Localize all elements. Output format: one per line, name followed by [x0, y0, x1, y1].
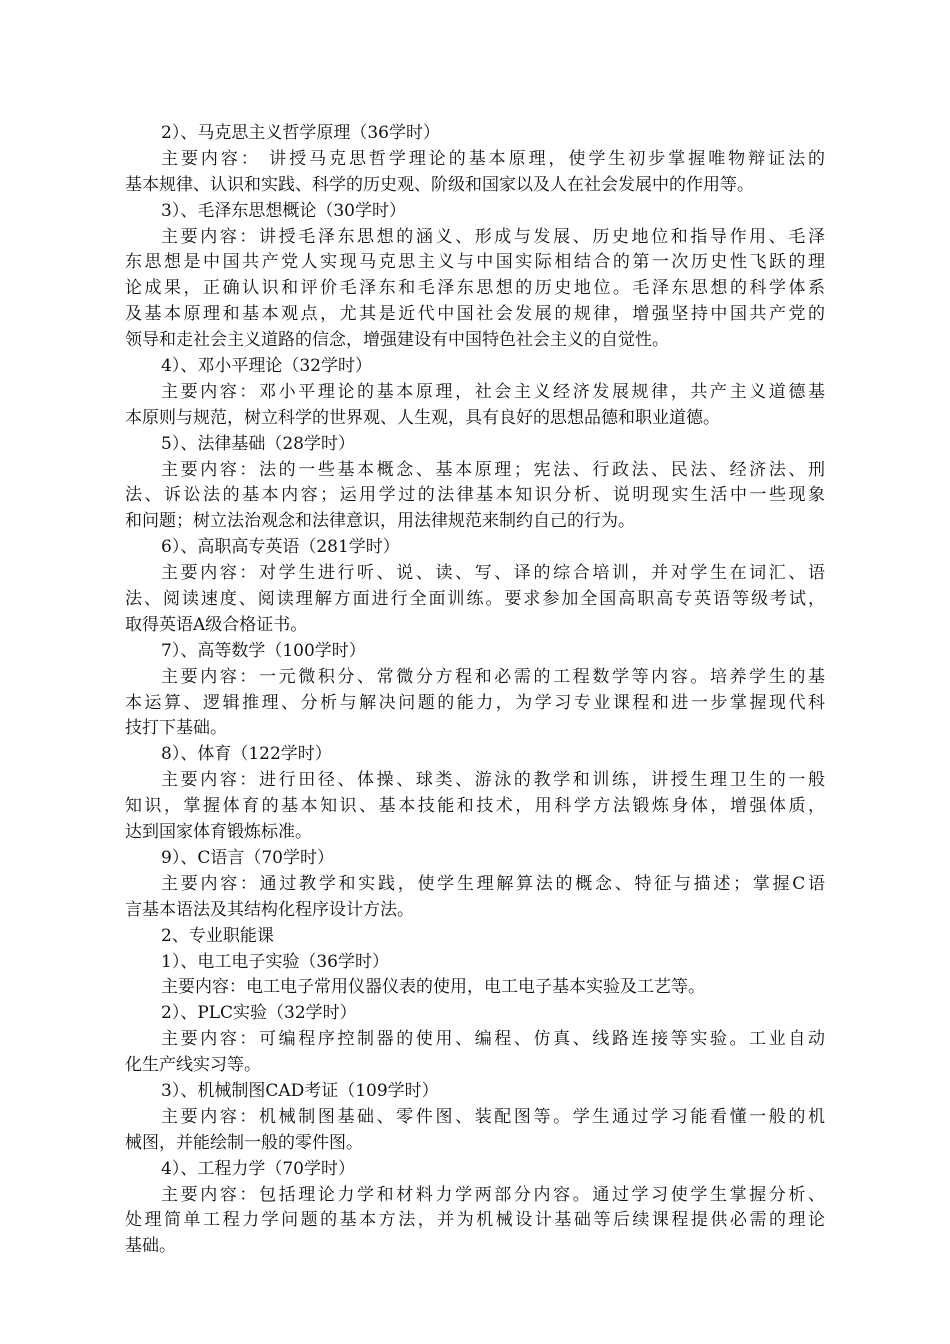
section-heading: 3）、毛泽东思想概论（30学时）	[161, 200, 406, 221]
section-heading: 2）、马克思主义哲学原理（36学时）	[161, 123, 440, 143]
section-heading: 2、专业职能课	[161, 925, 274, 946]
paragraph-line: 主要内容：包括理论力学和材料力学两部分内容。通过学习使学生掌握分析、	[161, 1184, 825, 1205]
paragraph-line: 论成果，正确认识和评价毛泽东和毛泽东思想的历史地位。毛泽东思想的科学体系	[125, 278, 825, 299]
paragraph-line: 基础。	[125, 1236, 176, 1257]
paragraph-line: 化生产线实习等。	[125, 1055, 261, 1076]
paragraph-line: 处理简单工程力学问题的基本方法，并为机械设计基础等后续课程提供必需的理论	[125, 1210, 825, 1231]
paragraph-line: 主要内容：对学生进行听、说、读、写、译的综合培训，并对学生在词汇、语	[161, 563, 825, 584]
paragraph-line: 主要内容：可编程序控制器的使用、编程、仿真、线路连接等实验。工业自动	[161, 1029, 825, 1050]
section-heading: 4）、工程力学（70学时）	[161, 1158, 355, 1179]
paragraph-line: 主要内容：机械制图基础、零件图、装配图等。学生通过学习能看懂一般的机	[161, 1106, 825, 1127]
paragraph-line: 及基本原理和基本观点，尤其是近代中国社会发展的规律，增强坚持中国共产党的	[125, 304, 825, 325]
paragraph-line: 达到国家体育锻炼标准。	[125, 822, 312, 843]
section-heading: 5）、法律基础（28学时）	[161, 433, 355, 454]
paragraph-line: 基本规律、认识和实践、科学的历史观、阶级和国家以及人在社会发展中的作用等。	[125, 174, 754, 195]
paragraph-line: 主要内容：进行田径、体操、球类、游泳的教学和训练，讲授生理卫生的一般	[161, 770, 825, 791]
paragraph-line: 本运算、逻辑推理、分析与解决问题的能力，为学习专业课程和进一步掌握现代科	[125, 692, 825, 713]
paragraph-line: 主要内容：通过教学和实践，使学生理解算法的概念、特征与描述；掌握C语	[161, 873, 825, 894]
section-heading: 4）、邓小平理论（32学时）	[161, 356, 372, 377]
section-heading: 2）、PLC实验（32学时）	[161, 1003, 357, 1024]
paragraph-line: 和问题；树立法治观念和法律意识，用法律规范来制约自己的行为。	[125, 511, 635, 532]
paragraph-line: 主要内容：一元微积分、常微分方程和必需的工程数学等内容。培养学生的基	[161, 666, 825, 687]
paragraph-line: 法、阅读速度、阅读理解方面进行全面训练。要求参加全国高职高专英语等级考试，	[125, 589, 825, 610]
section-heading: 8）、体育（122学时）	[161, 744, 332, 765]
section-heading: 9）、C语言（70学时）	[161, 847, 334, 868]
paragraph-line: 领导和走社会主义道路的信念，增强建设有中国特色社会主义的自觉性。	[125, 330, 669, 351]
section-heading: 6）、高职高专英语（281学时）	[161, 537, 400, 558]
paragraph-line: 主要内容： 讲授马克思哲学理论的基本原理，使学生初步掌握唯物辩证法的	[161, 148, 825, 169]
document-page	[125, 121, 825, 1260]
paragraph-line: 主要内容：讲授毛泽东思想的涵义、形成与发展、历史地位和指导作用、毛泽	[161, 226, 825, 247]
paragraph-line: 法、诉讼法的基本内容；运用学过的法律基本知识分析、说明现实生活中一些现象	[125, 485, 825, 506]
paragraph-line: 技打下基础。	[125, 718, 227, 739]
paragraph-line: 主要内容：法的一些基本概念、基本原理；宪法、行政法、民法、经济法、刑	[161, 459, 825, 480]
paragraph-line: 主要内容：电工电子常用仪器仪表的使用，电工电子基本实验及工艺等。	[161, 977, 705, 998]
paragraph-line: 取得英语A级合格证书。	[125, 614, 308, 635]
paragraph-line: 言基本语法及其结构化程序设计方法。	[125, 899, 414, 920]
section-heading: 7）、高等数学（100学时）	[161, 640, 366, 661]
section-heading: 1）、电工电子实验（36学时）	[161, 951, 389, 972]
paragraph-line: 知识，掌握体育的基本知识、基本技能和技术，用科学方法锻炼身体，增强体质，	[125, 796, 825, 817]
paragraph-line: 东思想是中国共产党人实现马克思主义与中国实际相结合的第一次历史性飞跃的理	[125, 252, 825, 273]
paragraph-line: 本原则与规范，树立科学的世界观、人生观，具有良好的思想品德和职业道德。	[125, 407, 720, 428]
section-heading: 3）、机械制图CAD考证（109学时）	[161, 1080, 439, 1101]
paragraph-line: 械图，并能绘制一般的零件图。	[125, 1132, 363, 1153]
paragraph-line: 主要内容：邓小平理论的基本原理，社会主义经济发展规律，共产主义道德基	[161, 381, 825, 402]
